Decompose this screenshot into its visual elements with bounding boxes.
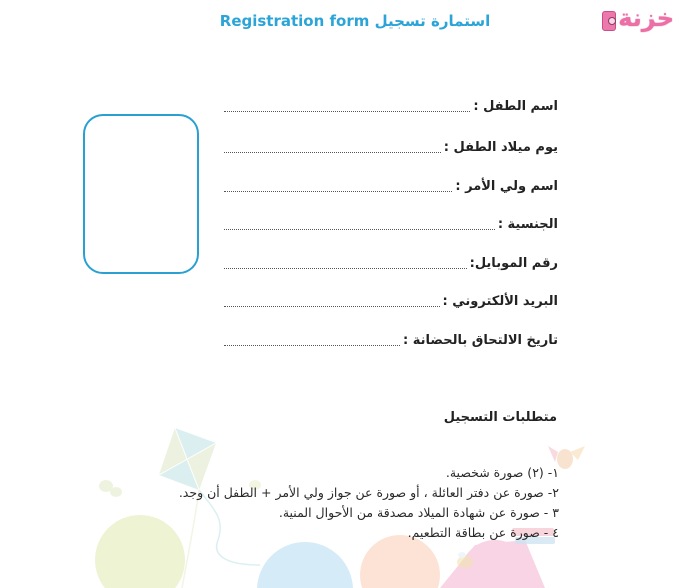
requirements-list [179,463,559,543]
field-label: البريد الألكتروني : [442,294,558,309]
fill-in-line[interactable] [224,110,470,112]
field-label: اسم الطفل : [473,99,558,114]
requirement-item: ٣ - صورة عن شهادة الميلاد مصدقة من الأحوال المنية. [278,505,559,520]
photo-placeholder-box [83,114,199,274]
fill-in-line[interactable] [224,267,467,269]
requirement-item: ٤ - صورة عن بطاقة التطعيم. [407,525,559,540]
fill-in-line[interactable] [224,190,452,192]
form-field-mobile[interactable] [224,254,558,274]
form-field-guardian-name[interactable] [224,177,558,197]
fill-in-line[interactable] [224,305,440,307]
form-field-nationality[interactable] [224,215,558,235]
form-field-email[interactable] [224,292,558,312]
requirement-item: ٢- صورة عن دفتر العائلة ، أو صورة عن جواز ولي الأمر + الطفل أن وجد. [178,485,559,500]
field-label: الجنسية : [497,217,558,232]
page-title: استمارة تسجيل Registration form [219,12,491,30]
fill-in-line[interactable] [224,344,400,346]
field-label: اسم ولي الأمر : [455,179,558,194]
field-label: تاريخ الالتحاق بالحضانة : [403,333,558,348]
safe-icon [602,11,616,31]
requirements-heading: متطلبات التسجيل [443,410,557,425]
field-label: يوم ميلاد الطفل : [443,140,558,155]
form-field-child-name[interactable] [224,97,558,117]
form-field-enrollment-date[interactable] [224,331,558,351]
site-logo [602,3,674,33]
fill-in-line[interactable] [224,151,441,153]
requirement-item: ١- (٢) صورة شخصية. [445,465,559,480]
field-label: رقم الموبايل: [469,256,558,271]
logo-text: خزنة [618,4,674,32]
form-field-child-birthdate[interactable] [224,138,558,158]
fill-in-line[interactable] [224,228,495,230]
